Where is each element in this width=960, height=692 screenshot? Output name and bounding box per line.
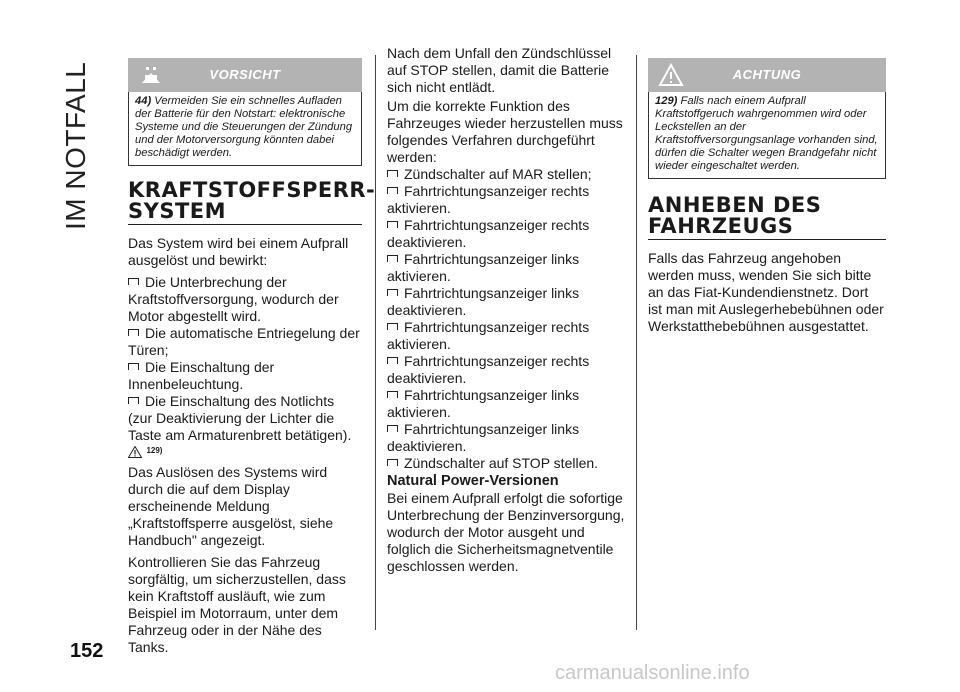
notice-text: Vermeiden Sie ein schnelles Aufladen der Batterie für den Notstart: elektronische Systeme und die Steuerungen der Zündung und der Motorversorgung könnten dabei beschädigt werden. [135, 95, 353, 159]
bullet-icon [387, 170, 398, 177]
bullet-icon [387, 425, 398, 432]
achtung-notice [648, 58, 886, 179]
column-divider [375, 55, 376, 630]
paragraph: Falls das Fahrzeug angehoben werden muss, wenden Sie sich bitte an das Fiat-Kundendienstnetz. Dort ist man mit Auslegerhebebühnen oder Werkstatthebebühnen ausgestattet. [648, 250, 884, 334]
warning-triangle-icon [128, 446, 142, 458]
bullet-icon [387, 187, 398, 194]
bullet-icon [128, 278, 139, 285]
notice-header [128, 58, 362, 92]
notice-ref: 44) [135, 95, 152, 107]
list-item: Zündschalter auf STOP stellen. [387, 455, 627, 472]
section-heading-anheben: ANHEBEN DES FAHRZEUGS [648, 195, 886, 240]
bullet-icon [128, 397, 139, 404]
list-item: Die automatische Entriegelung der Türen; [128, 325, 360, 358]
bullet-icon [387, 391, 398, 398]
bullet-icon [128, 363, 139, 370]
reference-number: 129) [146, 446, 163, 455]
bullet-icon [387, 357, 398, 364]
paragraph: Nach dem Unfall den Zündschlüssel auf STOP stellen, damit die Batterie sich nicht entlädt. [387, 45, 612, 95]
bullet-icon [387, 323, 398, 330]
paragraph: Bei einem Aufprall erfolgt die sofortige Unterbrechung der Benzinversorgung, wodurch der Motor ausgeht und folglich die Sicherheitsmagnetventile geschlossen werden. [387, 490, 625, 574]
section-heading-kraftstoffsperrsystem: KRAFTSTOFFSPERR- SYSTEM [128, 178, 376, 223]
notice-body [128, 92, 362, 166]
bullet-icon [387, 459, 398, 466]
column-2 [387, 45, 627, 580]
chapter-side-title: IM NOTFALL [60, 61, 91, 230]
column-divider [636, 55, 637, 630]
notice-ref: 129) [655, 95, 678, 107]
notice-title: VORSICHT [209, 67, 281, 82]
subheading-natural-power: Natural Power-Versionen [387, 473, 559, 489]
list-item: Zündschalter auf MAR stellen; [387, 166, 627, 183]
bullet-icon [387, 289, 398, 296]
paragraph: Das Auslösen des Systems wird durch die auf dem Display erscheinende Meldung „Kraftstoffsperre ausgelöst, siehe Handbuch" angezeigt. [128, 464, 334, 548]
bullet-icon [128, 329, 139, 336]
vorsicht-notice [128, 58, 362, 166]
list-item: Die Einschaltung des Notlichts (zur Deaktivierung der Lichter die Taste am Armaturenbrett betätigen). [128, 393, 352, 443]
notice-header [648, 58, 886, 92]
paragraph: Um die korrekte Funktion des Fahrzeuges wieder herzustellen muss folgendes Verfahren durchgeführt werden: [387, 98, 623, 165]
column-1 [128, 58, 376, 661]
list-item: Fahrtrichtungsanzeiger links aktivieren. [387, 251, 580, 284]
list-item: Die Unterbrechung der Kraftstoffversorgung, wodurch der Motor abgestellt wird. [128, 274, 339, 324]
list-item: Die Einschaltung der Innenbeleuchtung. [128, 359, 275, 392]
bullet-icon [387, 221, 398, 228]
list-item: Fahrtrichtungsanzeiger rechts deaktivieren. [387, 353, 590, 386]
notice-body [648, 92, 886, 179]
list-item: Fahrtrichtungsanzeiger rechts aktivieren. [387, 183, 590, 216]
list-item: Fahrtrichtungsanzeiger rechts deaktivieren. [387, 217, 590, 250]
intro-paragraph: Das System wird bei einem Aufprall ausgelöst und bewirkt: [128, 235, 349, 268]
watermark: carmanualsonline.info [555, 662, 750, 684]
list-item: Fahrtrichtungsanzeiger rechts aktivieren. [387, 319, 590, 352]
column-3 [648, 58, 886, 340]
bullet-icon [387, 255, 398, 262]
warning-reference [128, 446, 362, 462]
page-number: 152 [70, 640, 104, 662]
list-item: Fahrtrichtungsanzeiger links aktivieren. [387, 387, 580, 420]
notice-title: ACHTUNG [732, 67, 802, 82]
list-item: Fahrtrichtungsanzeiger links deaktivieren. [387, 421, 580, 454]
paragraph: Kontrollieren Sie das Fahrzeug sorgfältig, um sicherzustellen, dass kein Kraftstoff ausläuft, wie zum Beispiel im Motorraum, unter dem Fahrzeug oder in der Nähe des Tanks. [128, 554, 346, 655]
notice-text: Falls nach einem Aufprall Kraftstoffgeruch wahrgenommen wird oder Leckstellen an der Kraftstoffversorgungsanlage vorhanden sind, dürfen die Schalter wegen Brandgefahr nicht wieder eingeschaltet werden. [655, 95, 878, 172]
list-item: Fahrtrichtungsanzeiger links deaktivieren. [387, 285, 580, 318]
